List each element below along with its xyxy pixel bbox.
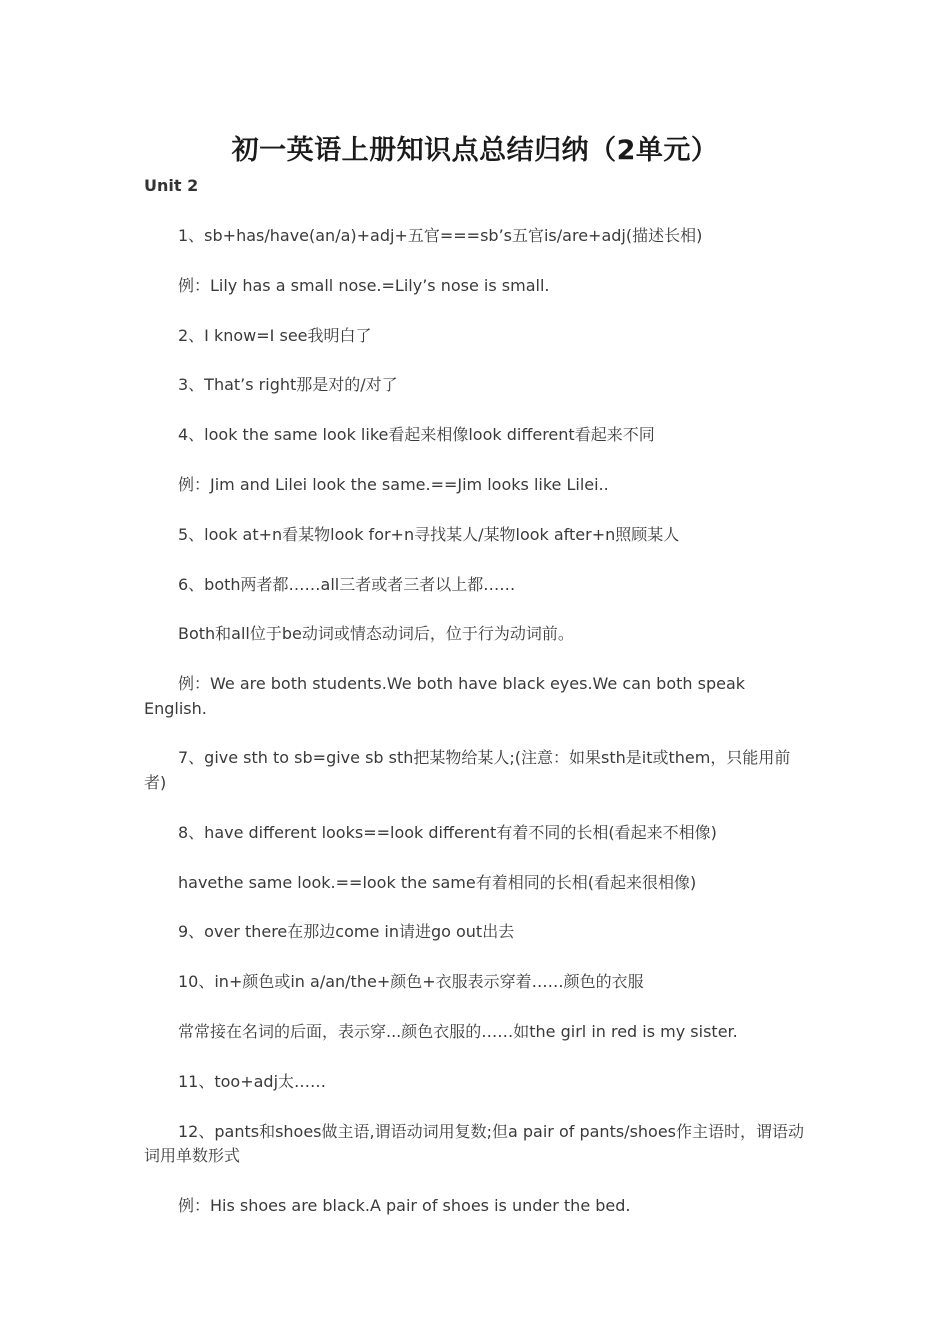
paragraph: 11、too+adj太…… [178,1071,327,1091]
paragraph: 10、in+颜色或in a/an/the+颜色+衣服表示穿着……颜色的衣服 [178,972,644,992]
paragraph: 7、give sth to sb=give sb sth把某物给某人;(注意：如果sth是it或them，只能用前者) [144,748,791,792]
paragraph: 例：We are both students.We both have black eyes.We can both speak English. [144,674,746,718]
document-body [144,224,808,1244]
paragraph: 例：Jim and Lilei look the same.==Jim looks like Lilei.. [178,474,609,494]
paragraph: 9、over there在那边come in请进go out出去 [178,922,515,942]
paragraph: Both和all位于be动词或情态动词后，位于行为动词前。 [178,624,574,644]
paragraph: havethe same look.==look the same有着相同的长相(看起来很相像) [178,872,697,892]
paragraph: 12、pants和shoes做主语,谓语动词用复数;但a pair of pants/shoes作主语时，谓语动词用单数形式 [144,1121,805,1166]
paragraph: 4、look the same look like看起来相像look different看起来不同 [178,425,655,445]
paragraph: 1、sb+has/have(an/a)+adj+五官===sb’s五官is/are+adj(描述长相) [178,226,703,245]
page-title: 初一英语上册知识点总结归纳（2单元） [231,135,719,166]
paragraph: 5、look at+n看某物look for+n寻找某人/某物look after+n照顾某人 [178,524,680,544]
paragraph: 8、have different looks==look different有着不同的长相(看起来不相像) [178,822,717,842]
paragraph: 例：His shoes are black.A pair of shoes is under the bed. [178,1195,631,1215]
unit-heading: Unit 2 [144,176,199,195]
paragraph: 2、I know=I see我明白了 [178,325,372,345]
paragraph: 3、That’s right那是对的/对了 [178,375,398,395]
paragraph: 常常接在名词的后面，表示穿...颜色衣服的……如the girl in red is my sister. [178,1021,738,1041]
paragraph: 例：Lily has a small nose.=Lily’s nose is small. [178,275,550,295]
paragraph: 6、both两者都……all三者或者三者以上都…… [178,574,516,594]
